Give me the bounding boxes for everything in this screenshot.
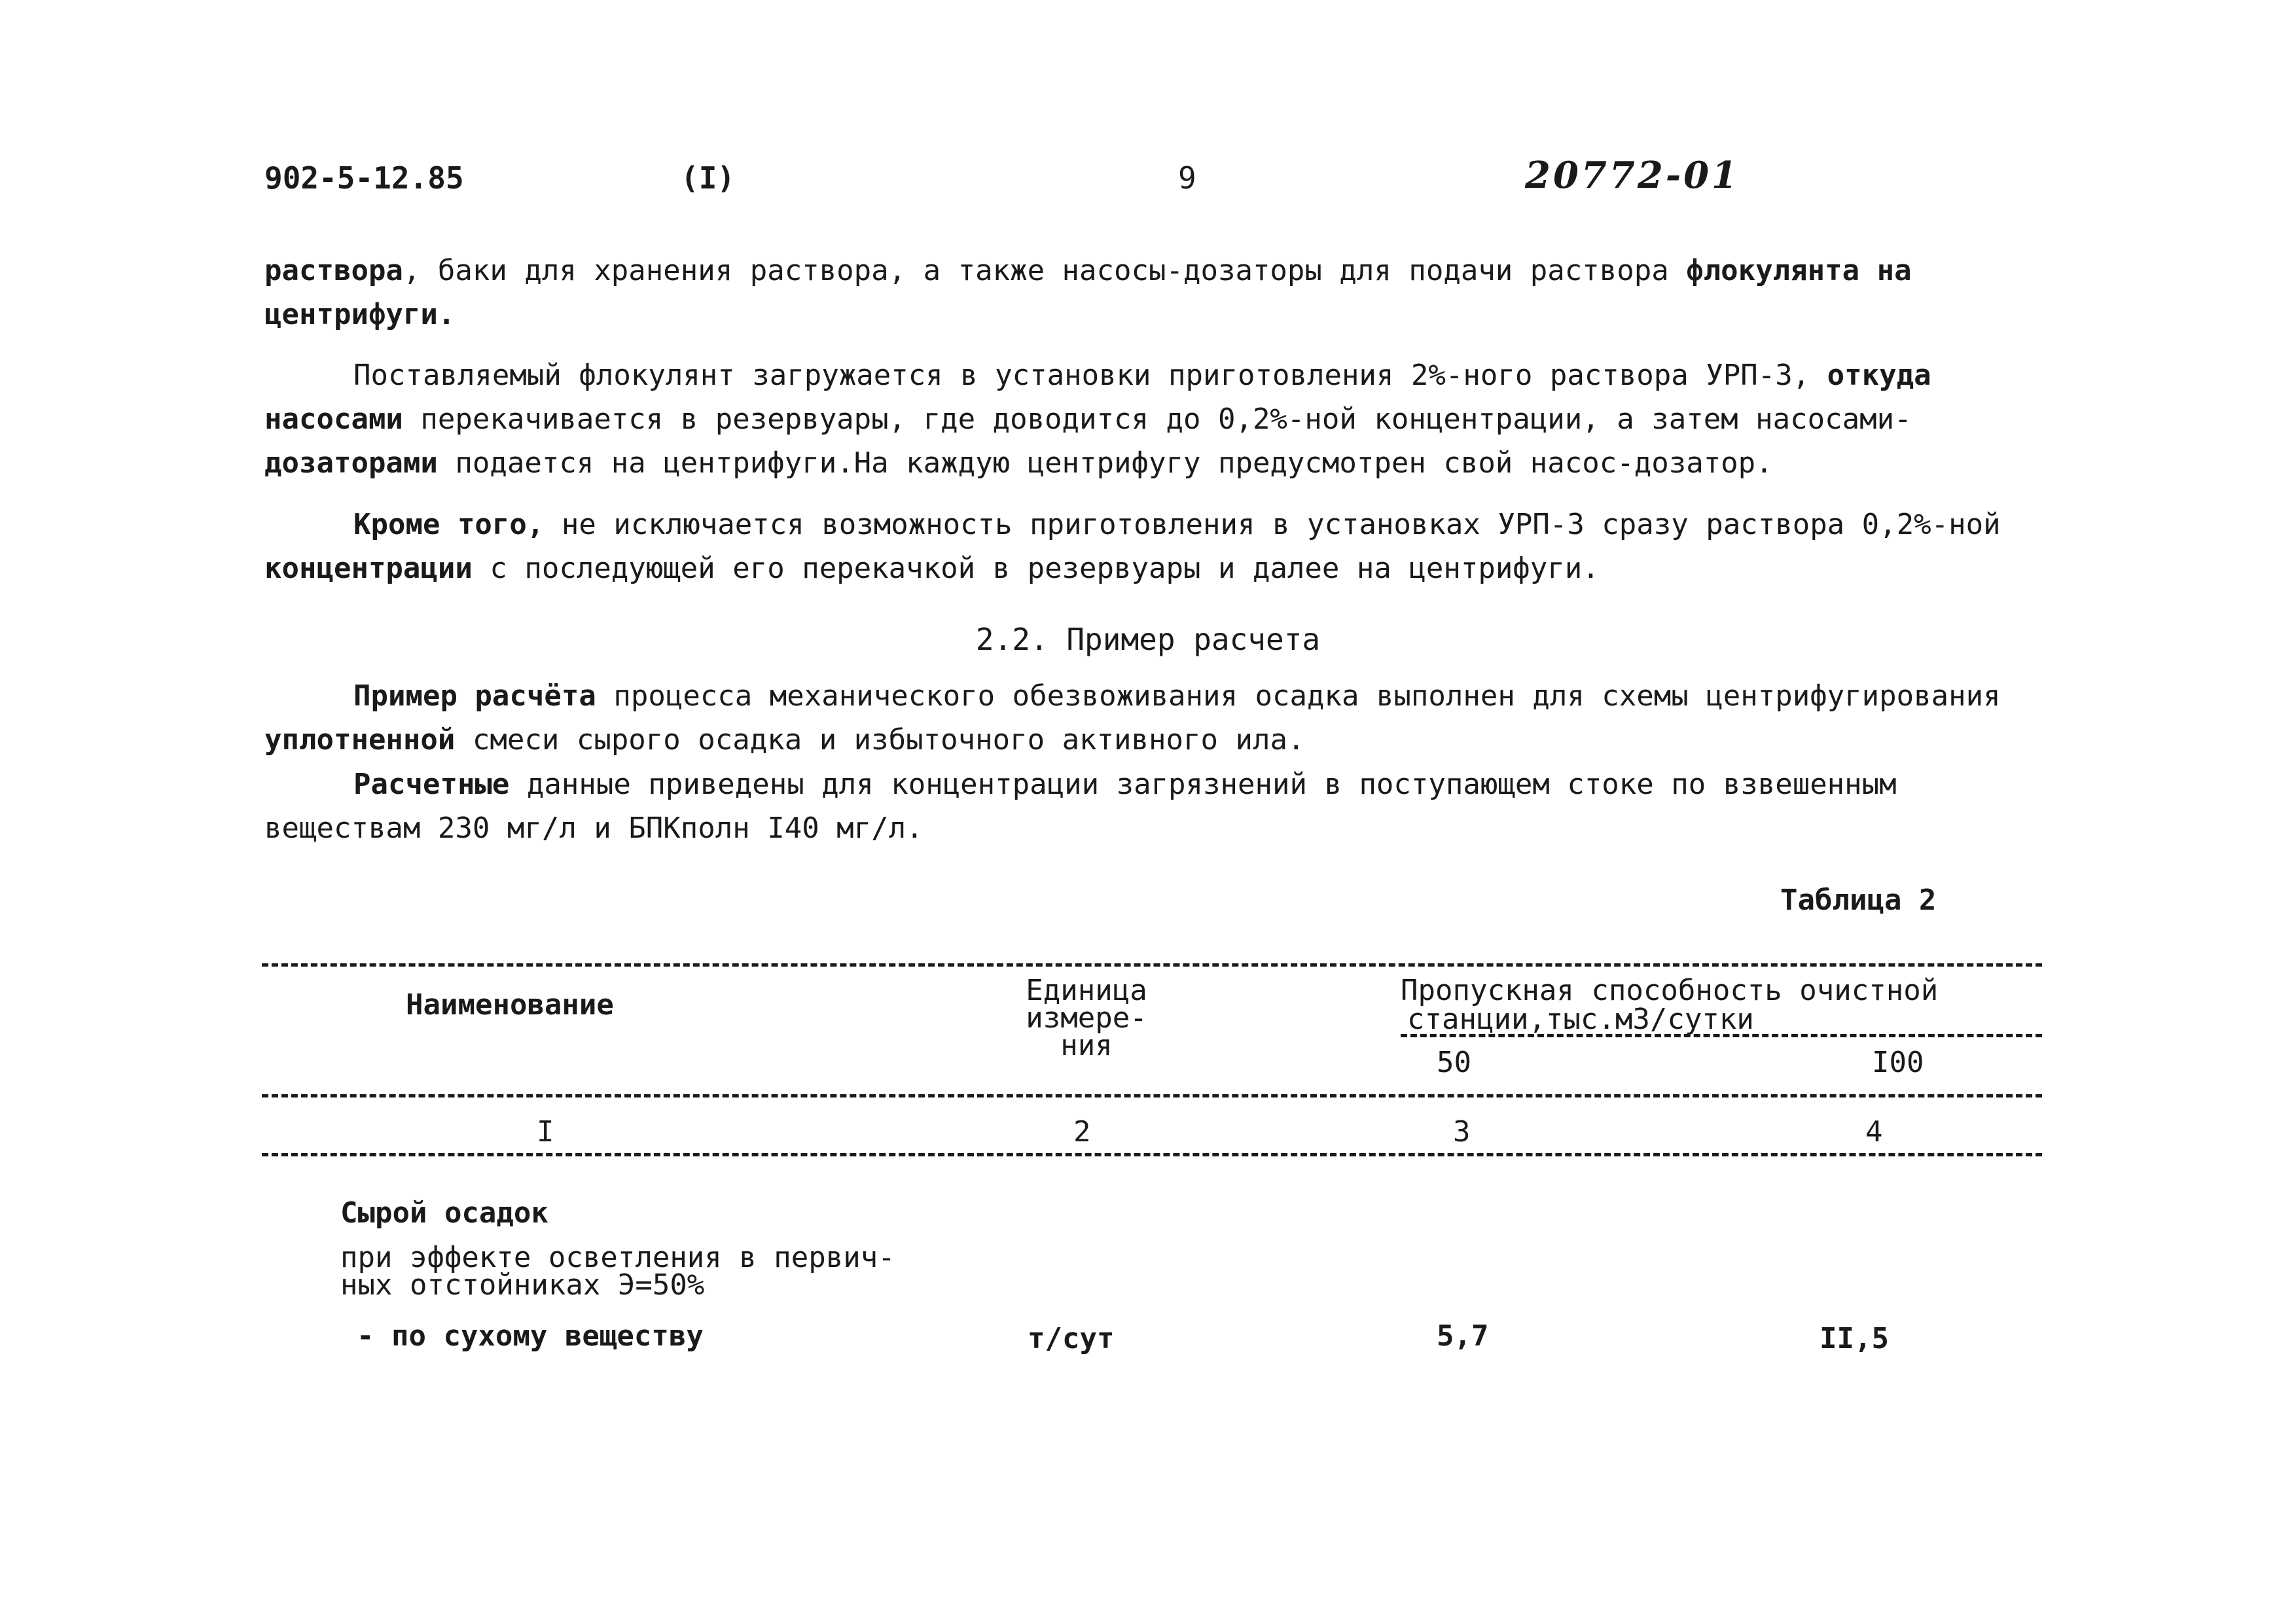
paragraph-1 bbox=[264, 249, 2045, 336]
header-name: Наименование bbox=[406, 988, 614, 1022]
paragraph-5 bbox=[264, 762, 2045, 850]
paragraph-2 bbox=[264, 353, 2045, 485]
paragraph-4 bbox=[264, 674, 2045, 762]
document-code: 902-5-12.85 bbox=[264, 160, 464, 196]
column-number-1: I bbox=[537, 1115, 554, 1149]
table-row-value-100: II,5 bbox=[1820, 1322, 1889, 1355]
paragraph-1-bold-1: раствора bbox=[264, 254, 403, 287]
condition-line-2: ных отстойниках Э=50% bbox=[340, 1268, 705, 1302]
paragraph-3-text-1: не исключается возможность приготовления в установках УРП-3 сразу раствора 0,2%-ной bbox=[544, 508, 2001, 541]
table-top-rule bbox=[262, 963, 2042, 967]
header-unit-line-3: ния bbox=[1060, 1029, 1113, 1062]
paragraph-5-text-1: данные приведены для концентрации загрязнений в поступающем стоке по взвешенным веществам 230 мг/л и БПКполн I40 мг/л. bbox=[264, 768, 1897, 845]
document-part: (I) bbox=[681, 160, 736, 196]
paragraph-3-text-2: с последующей его перекачкой в резервуары и далее на центрифуги. bbox=[472, 552, 1600, 585]
paragraph-3-bold-2: концентрации bbox=[264, 552, 473, 585]
table-caption: Таблица 2 bbox=[1780, 883, 1937, 917]
table-row-unit: т/сут bbox=[1028, 1322, 1115, 1355]
section-title: Сырой осадок bbox=[340, 1196, 548, 1230]
header-capacity-100: I00 bbox=[1872, 1046, 1924, 1079]
paragraph-4-text-1: процесса механического обезвоживания осадка выполнен для схемы центрифугирования bbox=[596, 679, 2001, 713]
paragraph-2-bold-2: дозаторами bbox=[264, 446, 438, 480]
paragraph-2-text-1: Поставляемый флокулянт загружается в установки приготовления 2%-ного раствора УРП-3, bbox=[353, 359, 1827, 392]
section-heading: 2.2. Пример расчета bbox=[975, 622, 1321, 657]
paragraph-4-bold-1: Пример расчёта bbox=[353, 679, 596, 713]
paragraph-2-text-3: подается на центрифуги.На каждую центрифугу предусмотрен свой насос-дозатор. bbox=[437, 446, 1773, 480]
column-number-4: 4 bbox=[1865, 1115, 1883, 1149]
table-header-bottom-rule bbox=[262, 1094, 2042, 1097]
paragraph-2-text-2: перекачивается в резервуары, где доводится до 0,2%-ной концентрации, а затем насосами- bbox=[403, 402, 1912, 436]
header-capacity-line-2: станции,тыс.м3/сутки bbox=[1407, 1003, 1754, 1036]
paragraph-3-bold-1: Кроме того, bbox=[353, 508, 545, 541]
table-row-value-50: 5,7 bbox=[1437, 1319, 1489, 1353]
table-row-name: - по сухому веществу bbox=[357, 1319, 704, 1353]
header-capacity-50: 50 bbox=[1437, 1046, 1471, 1079]
column-number-2: 2 bbox=[1073, 1115, 1091, 1149]
paragraph-1-bold-2: флокулянта на центрифуги. bbox=[264, 254, 1912, 331]
handwritten-stamp: 20772-01 bbox=[1525, 154, 1740, 197]
header-capacity-line-1: Пропускная способность очистной bbox=[1401, 974, 1939, 1007]
condition-line-1: при эффекте осветления в первич- bbox=[340, 1241, 895, 1274]
page-number: 9 bbox=[1178, 160, 1196, 196]
table-column-numbers-rule bbox=[262, 1153, 2042, 1156]
column-number-3: 3 bbox=[1453, 1115, 1471, 1149]
paragraph-4-text-2: смеси сырого осадка и избыточного активного ила. bbox=[455, 723, 1305, 757]
paragraph-1-text-1: , баки для хранения раствора, а также насосы-дозаторы для подачи раствора bbox=[403, 254, 1687, 287]
paragraph-4-bold-2: уплотненной bbox=[264, 723, 456, 757]
paragraph-2-bold-1: откуда насосами bbox=[264, 359, 1931, 436]
header-unit-line-2: измере- bbox=[1026, 1001, 1147, 1035]
paragraph-5-bold-1: Расчетные bbox=[353, 768, 510, 801]
header-unit-line-1: Единица bbox=[1026, 974, 1147, 1007]
paragraph-3 bbox=[264, 503, 2045, 590]
